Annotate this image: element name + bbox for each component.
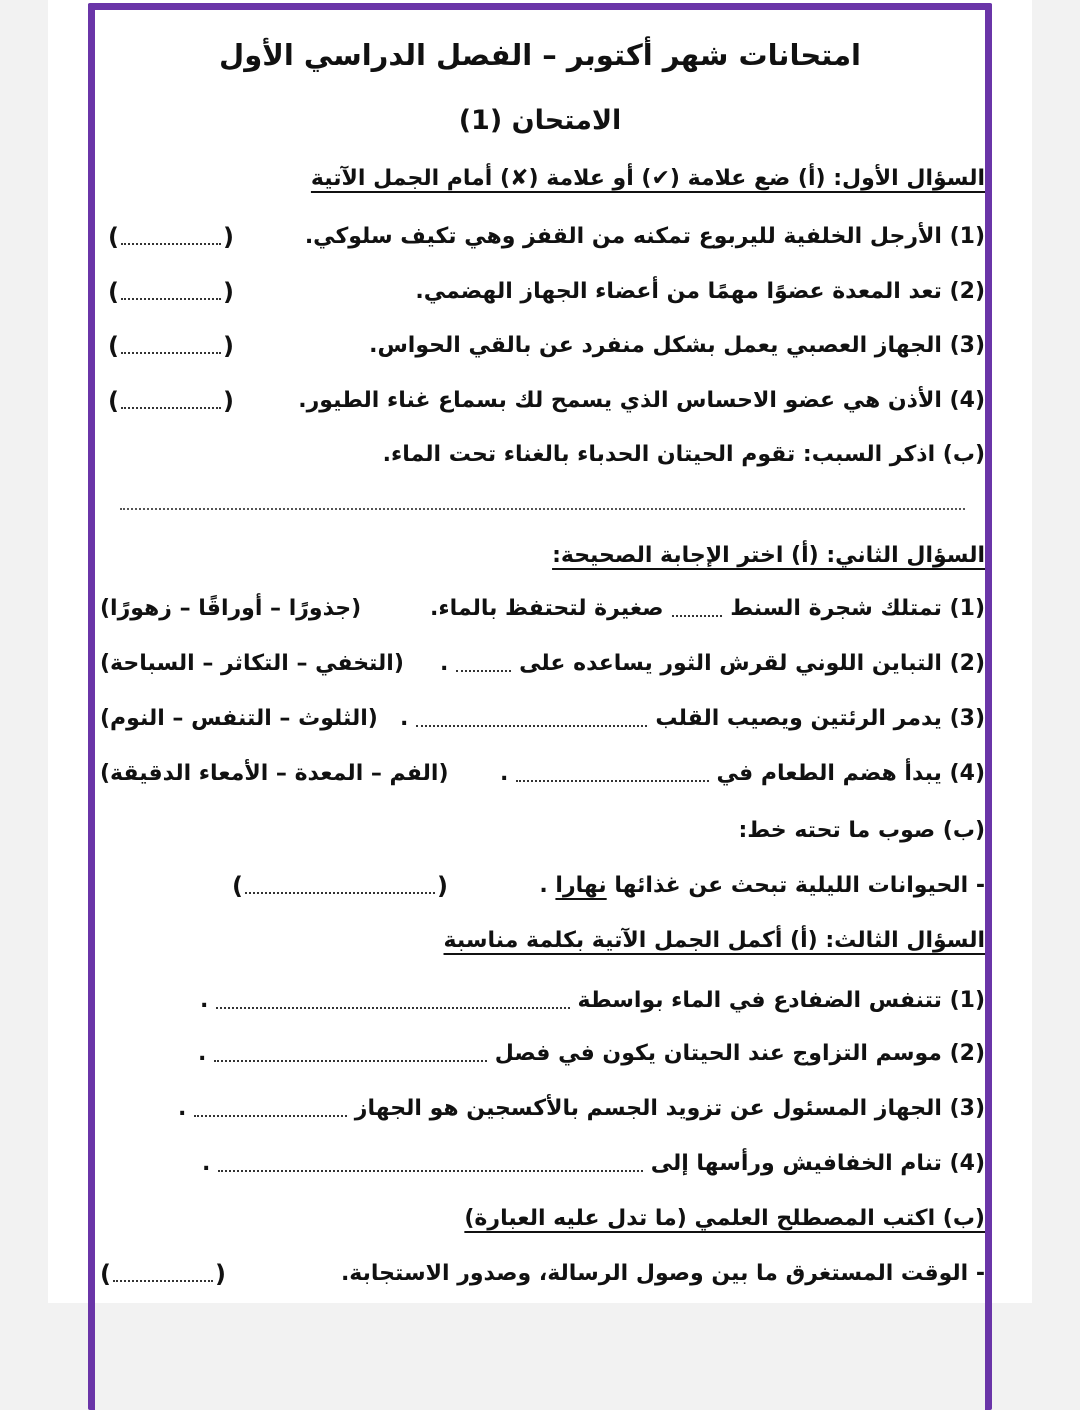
answer-blank[interactable]	[108, 384, 234, 418]
open-paren: (	[100, 1260, 111, 1288]
period: .	[198, 1041, 207, 1066]
dotted-blank[interactable]	[456, 656, 511, 672]
q2-item-1	[430, 592, 985, 626]
q2-item-text: (4) يبدأ هضم الطعام في	[716, 761, 985, 786]
q2-heading: السؤال الثاني: (أ) اختر الإجابة الصحيحة:	[552, 543, 985, 568]
q3-item-text: (4) تنام الخفافيش ورأسها إلى	[650, 1151, 985, 1176]
q3-heading: السؤال الثالث: (أ) أكمل الجمل الآتية بكلمة مناسبة	[443, 928, 985, 953]
answer-blank[interactable]	[100, 1257, 226, 1291]
q1-item-4: (4) الأذن هي عضو الاحساس الذي يسمح لك بسماع غناء الطيور.	[298, 388, 985, 413]
q3-item-4	[202, 1147, 985, 1181]
dotted-blank[interactable]	[216, 993, 569, 1009]
dotted-blank[interactable]	[416, 711, 647, 727]
dotted-blank[interactable]	[672, 601, 723, 617]
q3-part-b: (ب) اكتب المصطلح العلمي (ما تدل عليه العبارة)	[464, 1206, 985, 1231]
q2-options-2: (التخفي – التكاثر – السباحة)	[100, 651, 404, 676]
q2-part-b: (ب) صوب ما تحته خط:	[738, 818, 985, 843]
open-paren: (	[108, 278, 119, 306]
answer-blank[interactable]	[108, 275, 234, 309]
period: .	[539, 873, 548, 898]
dotted-blank[interactable]	[194, 1101, 346, 1117]
q1-part-b: (ب) اذكر السبب: تقوم الحيتان الحدباء بالغناء تحت الماء.	[382, 442, 985, 467]
q2-item-text-after: صغيرة لتحتفظ بالماء.	[430, 596, 664, 621]
close-paren: )	[436, 872, 448, 900]
q2-item-text: (2) التباين اللوني لقرش الثور يساعده على	[519, 651, 985, 676]
open-paren: (	[232, 872, 243, 900]
q2-options-4: (الفم – المعدة – الأمعاء الدقيقة)	[100, 761, 449, 786]
q3-item-text: (1) تتنفس الضفادع في الماء بواسطة	[577, 988, 985, 1013]
q1-heading: السؤال الأول: (أ) ضع علامة (✔) أو علامة (✘) أمام الجمل الآتية	[310, 166, 985, 191]
answer-blank[interactable]	[108, 329, 234, 363]
dotted-blank[interactable]	[218, 1156, 642, 1172]
q3-item-text: (2) موسم التزاوج عند الحيتان يكون في فصل	[494, 1041, 985, 1066]
q3-item-text: (3) الجهاز المسئول عن تزويد الجسم بالأكسجين هو الجهاز	[354, 1096, 985, 1121]
q2-item-3	[400, 702, 985, 736]
q2-item-text-after: .	[400, 706, 409, 731]
dotted-blank	[121, 338, 221, 354]
answer-blank[interactable]	[232, 869, 448, 903]
close-paren: )	[222, 223, 234, 251]
q2-item-text-after: .	[440, 651, 449, 676]
open-paren: (	[108, 387, 119, 415]
page-title: امتحانات شهر أكتوبر – الفصل الدراسي الأول	[219, 38, 861, 72]
dotted-blank	[121, 229, 221, 245]
q3-item-3	[178, 1092, 985, 1126]
dotted-blank	[113, 1266, 213, 1282]
q1-item-2: (2) تعد المعدة عضوًا مهمًا من أعضاء الجهاز الهضمي.	[415, 279, 985, 304]
underlined-word: نهارا	[555, 873, 607, 898]
q2-options-1: (جذورًا – أوراقًا – زهورًا)	[100, 596, 362, 621]
close-paren: )	[222, 278, 234, 306]
open-paren: (	[108, 223, 119, 251]
answer-line[interactable]	[120, 508, 965, 510]
period: .	[202, 1151, 211, 1176]
exam-label: الامتحان (1)	[458, 105, 622, 136]
q2-item-text-after: .	[500, 761, 509, 786]
q2-item-4	[500, 757, 985, 791]
q1-item-1: (1) الأرجل الخلفية لليربوع تمكنه من القفز وهي تكيف سلوكي.	[304, 224, 985, 249]
dotted-blank	[121, 284, 221, 300]
answer-blank[interactable]	[108, 220, 234, 254]
q2-correct-item	[539, 869, 985, 903]
q3-item-1	[200, 984, 985, 1018]
dotted-blank[interactable]	[516, 766, 708, 782]
dotted-blank	[121, 393, 221, 409]
close-paren: )	[214, 1260, 226, 1288]
q3-term-item: - الوقت المستغرق ما بين وصول الرسالة، وصدور الاستجابة.	[340, 1261, 985, 1286]
q2-item-text: (3) يدمر الرئتين ويصيب القلب	[655, 706, 985, 731]
q2-item-text: (1) تمتلك شجرة السنط	[730, 596, 985, 621]
open-paren: (	[108, 332, 119, 360]
q1-item-3: (3) الجهاز العصبي يعمل بشكل منفرد عن بالقي الحواس.	[369, 333, 985, 358]
close-paren: )	[222, 387, 234, 415]
q2-item-2	[440, 647, 985, 681]
period: .	[200, 988, 209, 1013]
period: .	[178, 1096, 187, 1121]
dotted-blank	[245, 878, 435, 894]
dotted-blank[interactable]	[214, 1046, 486, 1062]
q3-item-2	[198, 1037, 985, 1071]
q2-options-3: (الثلوث – التنفس – النوم)	[100, 706, 378, 731]
sentence-text: - الحيوانات الليلية تبحث عن غذائها	[614, 873, 985, 898]
close-paren: )	[222, 332, 234, 360]
